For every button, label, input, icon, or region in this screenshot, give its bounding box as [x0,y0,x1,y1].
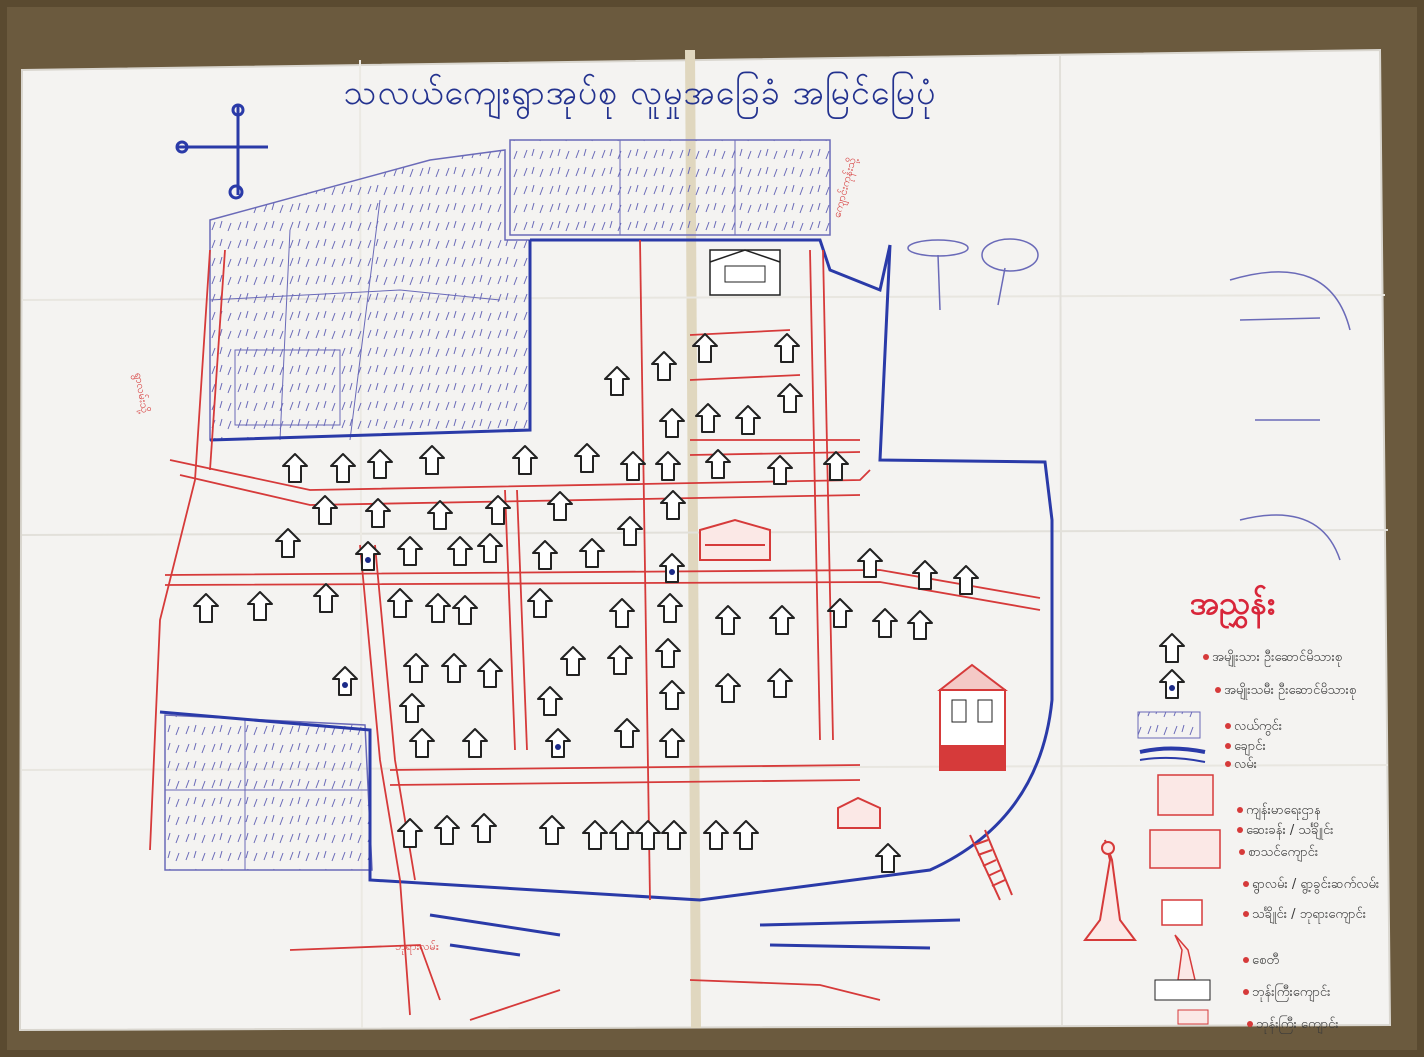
southwest-fields [165,715,372,870]
legend-item-female-headed-household: အမျိုးသမီး ဦးဆောင်မိသားစု [1224,683,1357,698]
legend-item-cemetery: သင်္ချိုင်း / ဘုရားကျောင်း [1252,907,1367,922]
legend-item-school: စာသင်ကျောင်း [1248,845,1319,860]
map-title: သလယ်ကျေးရွာအုပ်စု လူမှုအခြေခံ အမြင်မြေပုံ [343,73,937,113]
legend-item-village-road: ရွာလမ်း / ရွာ့ခွင်းဆက်လမ်း [1252,877,1380,892]
legend-item-stream: ချောင်း [1234,739,1266,754]
legend-item-farmland: လယ်ကွင်း [1234,719,1283,734]
school-building-icon [710,250,780,295]
legend-item-health-center: ကျန်းမာရေးဌာန [1246,803,1321,818]
road-label-south: ဘုရားလမ်း [395,940,439,953]
legend-item-male-headed-household: အမျိုးသား ဦးဆောင်မိသားစု [1212,650,1343,665]
road-label-west: ရွာလမ်းသို့ [131,371,152,414]
clinic-building-icon [700,520,770,560]
legend-title: အညွှန်း [1190,584,1275,622]
legend-item-monastery: ဘုန်းကြီးကျောင်း [1252,985,1331,1000]
road-label-north: ကျောင်းကုန်းသို့ [830,156,859,220]
legend-item-pagoda: စေတီ [1252,953,1280,968]
legend-item-road: လမ်း [1234,757,1257,772]
legend-item-temple: ဘုန်းကြီး ကျောင်း [1256,1017,1339,1032]
legend-item-clinic: ဆေးခန်း / သင်္ချိုင်း [1246,823,1334,838]
